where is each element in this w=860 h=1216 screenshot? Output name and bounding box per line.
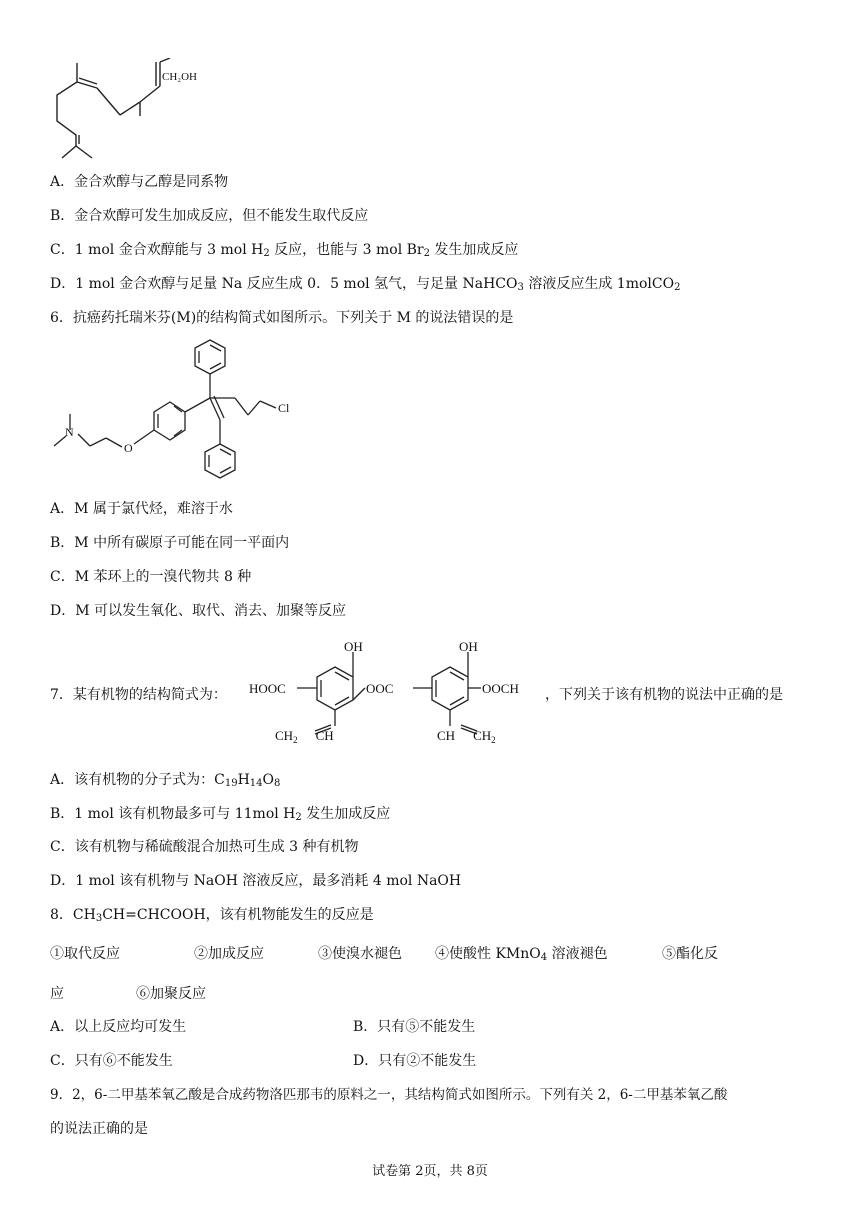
page-footer: 试卷第 2页，共 8页 [372,1164,488,1179]
q9-stem-line1: 9．2，6-二甲基苯氧乙酸是合成药物洛匹那韦的原料之一，其结构简式如图所示。下列有关 2，6-二甲基苯氧乙酸 [50,1087,728,1103]
q7-option-a: A．该有机物的分子式为：$C_{19}H_{14}O_8$ [50,772,281,789]
q8-reaction-2: ②加成反应 [194,946,264,962]
q7-option-b: B．1 mol 该有机物最多可与 11mol $H_2$ 发生加成反应 [50,806,391,823]
q6-option-b: B．M 中所有碳原子可能在同一平面内 [50,535,290,551]
oh-label-2: OH [459,639,478,654]
ooch-label: OOCH [482,681,519,696]
q9-stem-line2: 的说法正确的是 [50,1121,148,1137]
q7-stem-pre: 7．某有机物的结构简式为： [50,687,227,703]
o-label: O [124,441,133,455]
q8-option-a: A．以上反应均可发生 [50,1019,187,1035]
q5-option-d: D．1 mol 金合欢醇与足量 Na 反应生成 0．5 mol 氢气，与足量 NaHCO$_3$ 溶液反应生成 1molCO$_2$ [50,276,681,293]
q8-reaction-5: ⑤酯化反 [662,946,718,962]
q8-option-b: B．只有⑤不能发生 [353,1019,476,1035]
q8-reaction-4: ④使酸性 KMnO$_4$ 溶液褪色 [435,946,608,963]
q8-option-d: D．只有②不能发生 [353,1053,477,1069]
q7-stem-post: ，下列关于该有机物的说法中正确的是 [545,687,783,703]
ooc-label: OOC [366,681,394,696]
q6-stem: 6．抗癌药托瑞米芬(M)的结构简式如图所示。下列关于 M 的说法错误的是 [50,310,514,326]
q5-option-a: A．金合欢醇与乙醇是同系物 [50,174,229,190]
q7-option-d: D．1 mol 该有机物与 NaOH 溶液反应，最多消耗 4 mol NaOH [50,873,462,889]
vinyl-right-label: CH $CH_2$ [437,728,496,745]
q8-reaction-1: ①取代反应 [50,946,120,962]
hooc-label: HOOC [249,681,286,696]
q6-option-d: D．M 可以发生氧化、取代、消去、加聚等反应 [50,603,347,619]
vinyl-left-label: $CH_2$ CH [275,728,334,745]
cl-label: Cl [278,401,290,415]
q7-option-c: C．该有机物与稀硫酸混合加热可生成 3 种有机物 [50,839,359,855]
q6-option-c: C．M 苯环上的一溴代物共 8 种 [50,569,252,585]
q5-option-c: C．1 mol 金合欢醇能与 3 mol $H_2$ 反应，也能与 3 mol $Br_2$ 发生加成反应 [50,242,519,259]
farnesol-structure [50,58,220,162]
q6-option-a: A．M 属于氯代烃，难溶于水 [50,501,233,517]
q8-stem: 8．$CH_3CH=CHCOOH$，该有机物能发生的反应是 [50,907,374,924]
q8-reaction-5-cont: 应 [50,986,64,1002]
toremifene-structure [50,338,310,488]
q5-option-b: B．金合欢醇可发生加成反应，但不能发生取代反应 [50,208,369,224]
ch2oh-label: CH₂OH [162,71,198,83]
q8-option-c: C．只有⑥不能发生 [50,1053,173,1069]
oh-label-1: OH [344,639,363,654]
n-label: N [65,425,74,439]
q8-reaction-3: ③使溴水褪色 [318,946,402,962]
q8-reaction-6: ⑥加聚反应 [136,986,206,1002]
q7-structure [245,636,545,752]
